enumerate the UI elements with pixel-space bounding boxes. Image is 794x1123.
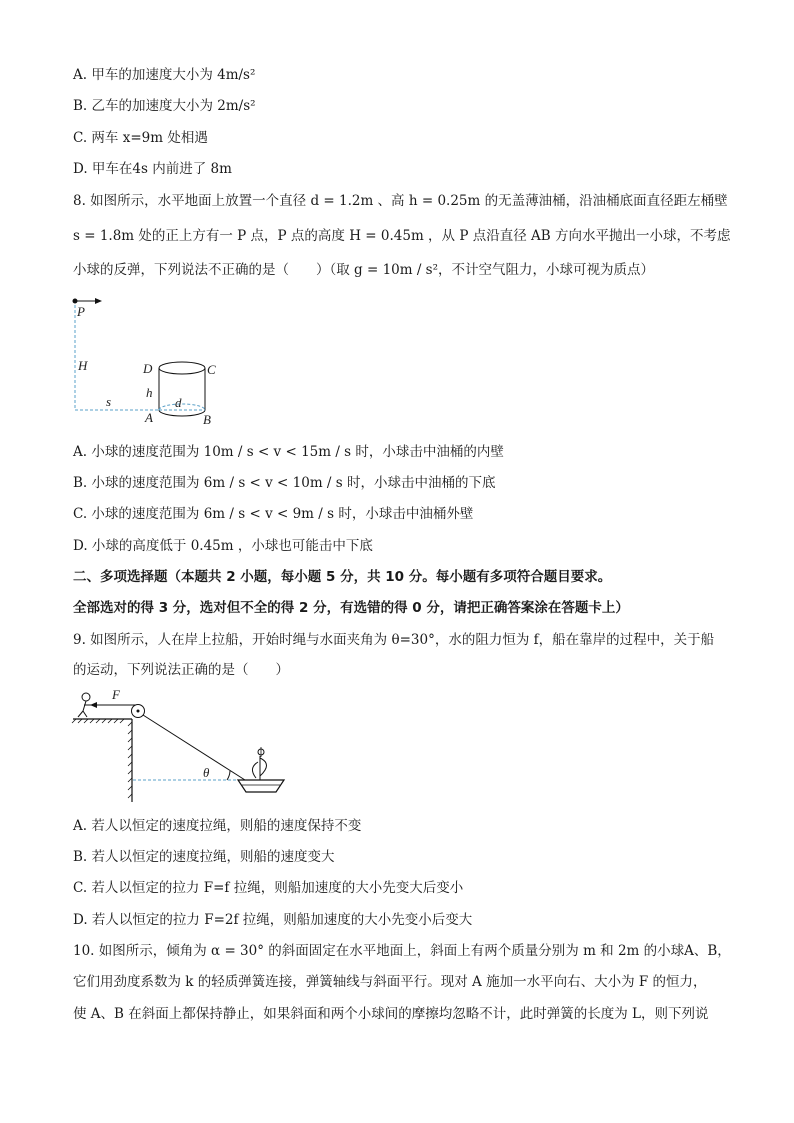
- section2-heading-line-2: 全部选对的得 3 分，选对但不全的得 2 分，有选错的得 0 分，请把正确答案涂在答题卡上）: [73, 600, 629, 616]
- label-h-small: h: [146, 385, 153, 400]
- label-c: C: [207, 362, 216, 377]
- q9-option-c: C. 若人以恒定的拉力 F=f 拉绳，则船加速度的大小先变大后变小: [73, 880, 464, 896]
- q8-option-c: C. 小球的速度范围为 6m / s < v < 9m / s 时，小球击中油桶外壁: [73, 506, 474, 522]
- label-b: B: [203, 412, 211, 427]
- q9-option-a: A. 若人以恒定的速度拉绳，则船的速度保持不变: [73, 818, 362, 834]
- arrow-left-icon: [90, 702, 97, 708]
- barrel-top: [159, 362, 205, 374]
- person-icon: [78, 693, 92, 717]
- q8-option-b: B. 小球的速度范围为 6m / s < v < 10m / s 时，小球击中油桶的下底: [73, 475, 496, 491]
- q8-option-d: D. 小球的高度低于 0.45m ，小球也可能击中下底: [73, 538, 373, 554]
- barrel-bottom-back: [159, 404, 205, 410]
- q9-option-d: D. 若人以恒定的拉力 F=2f 拉绳，则船加速度的大小先变小后变大: [73, 912, 473, 928]
- q9-stem-line-2: 的运动，下列说法正确的是（ ）: [73, 662, 289, 678]
- q9-option-b: B. 若人以恒定的速度拉绳，则船的速度变大: [73, 849, 335, 865]
- q10-stem-line-3: 使 A、B 在斜面上都保持静止，如果斜面和两个小球间的摩擦均忽略不计，此时弹簧的长度为 L，则下列说: [73, 1006, 709, 1022]
- point-p: [73, 299, 78, 304]
- arrow-right-icon: [95, 298, 102, 304]
- q7-option-b: B. 乙车的加速度大小为 2m/s²: [73, 98, 256, 114]
- label-h-big: H: [78, 358, 88, 373]
- label-theta: θ: [203, 765, 210, 780]
- q8-option-a: A. 小球的速度范围为 10m / s < v < 15m / s 时，小球击中油桶的内壁: [73, 444, 504, 460]
- oil-barrel-figure: [66, 293, 236, 428]
- q10-stem-line-2: 它们用劲度系数为 k 的轻质弹簧连接，弹簧轴线与斜面平行。现对 A 施加一水平向右、大小为 F 的恒力，: [73, 974, 707, 990]
- label-d-small: d: [175, 395, 182, 410]
- section2-heading-line-1: 二、多项选择题（本题共 2 小题，每小题 5 分，共 10 分。每小题有多项符合题目要求。: [73, 569, 612, 585]
- label-s: s: [106, 394, 112, 409]
- q8-stem-line-2: s = 1.8m 处的正上方有一 P 点，P 点的高度 H = 0.45m ，从 P 点沿直径 AB 方向水平抛出一小球，不考虑: [73, 228, 731, 244]
- q7-option-a: A. 甲车的加速度大小为 4m/s²: [73, 67, 256, 83]
- q7-option-c: C. 两车 x=9m 处相遇: [73, 130, 208, 146]
- q10-stem-line-1: 10. 如图所示，倾角为 α = 30° 的斜面固定在水平地面上，斜面上有两个质量分别为 m 和 2m 的小球A、B，: [73, 943, 731, 959]
- q7-option-d: D. 甲车在4s 内前进了 8m: [73, 161, 232, 177]
- label-d-upper: D: [143, 361, 153, 376]
- label-p: P: [77, 304, 85, 319]
- boat-icon: [238, 747, 284, 792]
- q8-stem-line-3: 小球的反弹，下列说法不正确的是（ ）（取 g = 10m / s²，不计空气阻力，小球可视为质点）: [73, 262, 655, 278]
- label-a: A: [145, 410, 153, 425]
- barrel-bottom-front: [159, 410, 205, 416]
- boat-pulling-figure: [70, 686, 290, 802]
- q9-stem-line-1: 9. 如图所示，人在岸上拉船，开始时绳与水面夹角为 θ=30°，水的阻力恒为 f，船在靠岸的过程中，关于船: [73, 632, 715, 648]
- q8-stem-line-1: 8. 如图所示，水平地面上放置一个直径 d = 1.2m 、高 h = 0.25m 的无盖薄油桶，沿油桶底面直径距左桶壁: [73, 193, 728, 209]
- label-f: F: [112, 687, 120, 702]
